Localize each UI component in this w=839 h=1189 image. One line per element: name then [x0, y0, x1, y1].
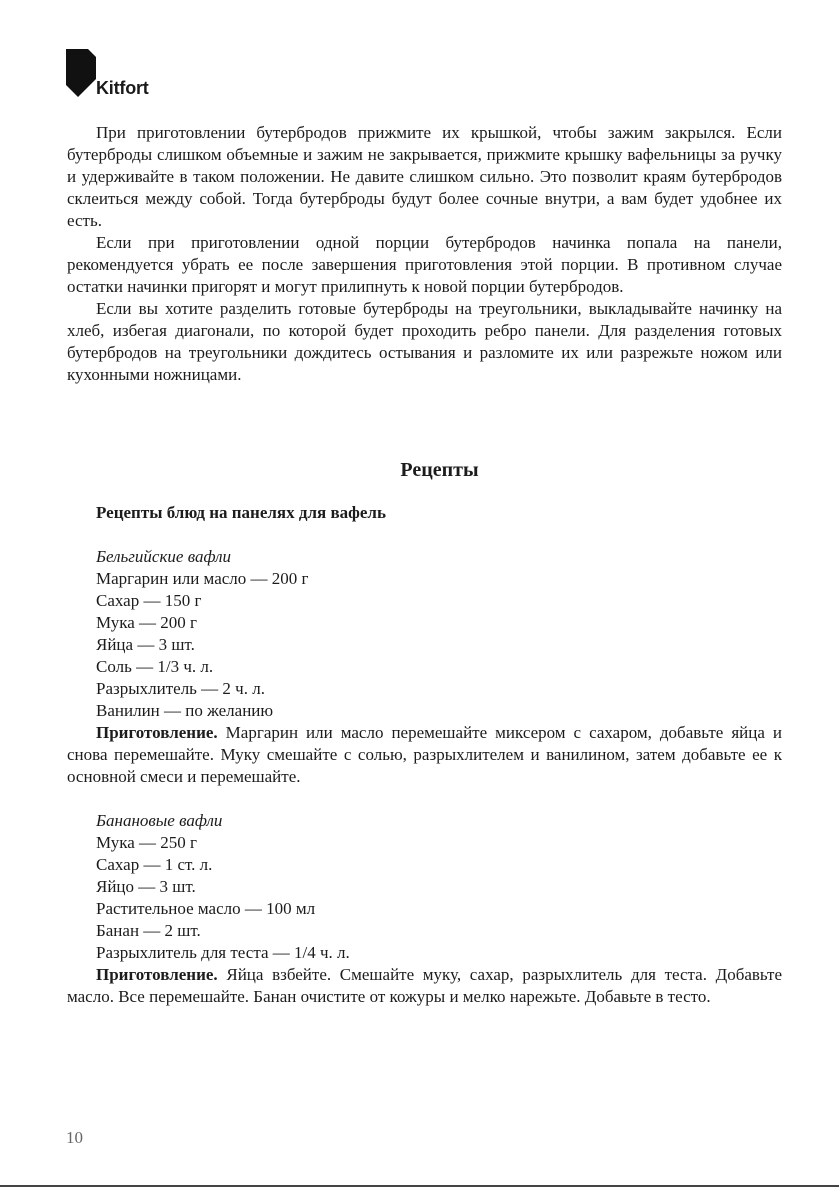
bottom-divider [0, 1185, 839, 1187]
page-number: 10 [66, 1128, 83, 1147]
intro-paragraph: При приготовлении бутербродов прижмите их крышкой, чтобы зажим закрылся. Если бутерброды слишком объемные и зажим не закрывается, прижмите крышку вафельницы за ручку и удерживайте в таком положении. Не давите слишком сильно. Это позволит краям бутербродов склеиться между собой. Тогда бутерброды будут более сочные внутри, а вам будет удобнее их есть. [67, 123, 782, 230]
intro-paragraph: Если вы хотите разделить готовые бутерброды на треугольники, выкладывайте начинку на хлеб, избегая диагонали, по которой будет проходить ребро панели. Для разделения готовых бутербродов на треугольники дождитесь остывания и разломите их или разрежьте ножом или кухонными ножницами. [67, 299, 782, 384]
section-title: Рецепты [400, 459, 479, 481]
ingredient-item: Сахар — 1 ст. л. [96, 855, 213, 874]
preparation-text: Маргарин или масло перемешайте миксером с сахаром, добавьте яйца и снова перемешайте. Муку смешайте с солью, разрыхлителем и ванилином, затем добавьте ее к основной смеси и перемешайте. [67, 723, 782, 786]
ingredient-item: Мука — 200 г [96, 613, 197, 632]
ingredient-item: Банан — 2 шт. [96, 921, 201, 940]
ingredient-item: Яйцо — 3 шт. [96, 877, 196, 896]
ingredient-item: Сахар — 150 г [96, 591, 202, 610]
ingredient-item: Маргарин или масло — 200 г [96, 569, 309, 588]
ingredient-item: Разрыхлитель — 2 ч. л. [96, 679, 265, 698]
ingredient-item: Ванилин — по желанию [96, 701, 274, 720]
recipe-title: Бельгийские вафли [96, 547, 232, 566]
intro-paragraph: Если при приготовлении одной порции бутербродов начинка попала на панели, рекомендуется убрать ее после завершения приготовления этой порции. В противном случае остатки начинки пригорят и могут прилипнуть к новой порции бутербродов. [67, 233, 782, 296]
ingredient-item: Растительное масло — 100 мл [96, 899, 316, 918]
ingredient-item: Яйца — 3 шт. [96, 635, 195, 654]
preparation-label: Приготовление. [96, 965, 218, 984]
ingredient-item: Мука — 250 г [96, 833, 197, 852]
recipe-belgian-waffles [67, 546, 782, 788]
recipe-banana-waffles [67, 810, 782, 1008]
ingredient-item: Соль — 1/3 ч. л. [96, 657, 214, 676]
ingredient-item: Разрыхлитель для теста — 1/4 ч. л. [96, 943, 350, 962]
recipe-title: Банановые вафли [96, 811, 223, 830]
subsection-title: Рецепты блюд на панелях для вафель [96, 503, 386, 522]
recipe-preparation [67, 964, 782, 1008]
recipe-preparation [67, 722, 782, 788]
page-content [67, 122, 782, 1008]
preparation-text: Яйца взбейте. Смешайте муку, сахар, разрыхлитель для теста. Добавьте масло. Все перемешайте. Банан очистите от кожуры и мелко нарежьте. Добавьте в тесто. [67, 965, 782, 1006]
preparation-label: Приготовление. [96, 723, 218, 742]
brand-logo-text: Kitfort [96, 78, 149, 98]
